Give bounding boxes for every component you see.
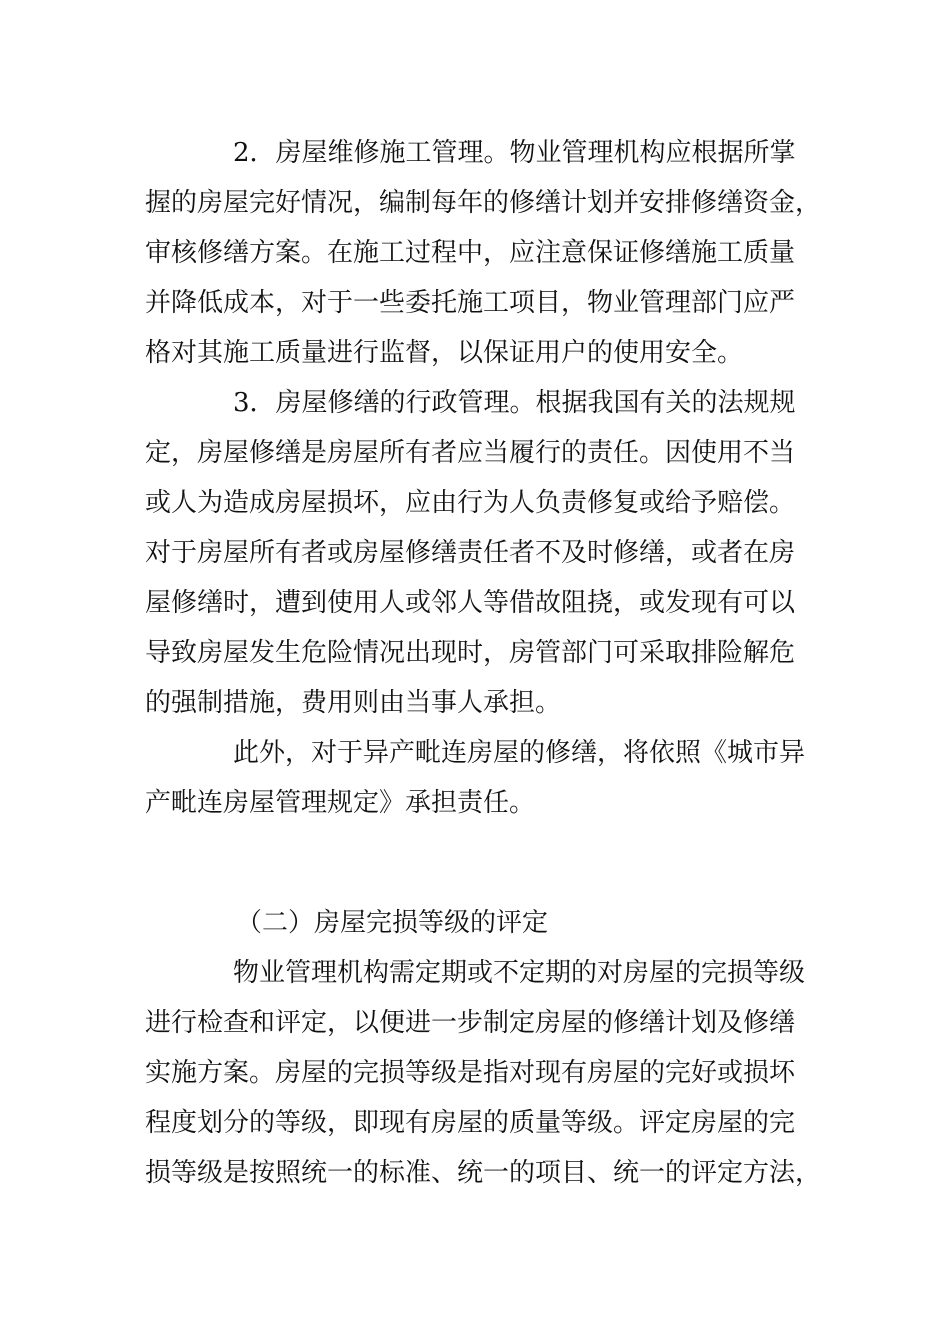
- paragraph-1-line-4: 并降低成本，对于一些委托施工项目，物业管理部门应严: [145, 288, 796, 318]
- paragraph-3-line-1: 此外，对于异产毗连房屋的修缮，将依照《城市异: [233, 738, 806, 768]
- section-paragraph-line-5: 损等级是按照统一的标准、统一的项目、统一的评定方法，: [145, 1158, 822, 1188]
- section-paragraph-line-1: 物业管理机构需定期或不定期的对房屋的完损等级: [233, 958, 806, 988]
- paragraph-1-line-5: 格对其施工质量进行监督，以保证用户的使用安全。: [145, 338, 744, 368]
- section-heading: （二）房屋完损等级的评定: [236, 908, 549, 938]
- paragraph-2-line-6: 导致房屋发生危险情况出现时，房管部门可采取排险解危: [145, 638, 796, 668]
- paragraph-1-line-3: 审核修缮方案。在施工过程中，应注意保证修缮施工质量: [145, 238, 796, 268]
- paragraph-1-line-2: 握的房屋完好情况，编制每年的修缮计划并安排修缮资金，: [145, 188, 822, 218]
- section-paragraph-line-3: 实施方案。房屋的完损等级是指对现有房屋的完好或损坏: [145, 1058, 796, 1088]
- section-paragraph-line-2: 进行检查和评定，以便进一步制定房屋的修缮计划及修缮: [145, 1008, 796, 1038]
- paragraph-2-line-3: 或人为造成房屋损坏，应由行为人负责修复或给予赔偿。: [145, 488, 796, 518]
- paragraph-2-line-2: 定，房屋修缮是房屋所有者应当履行的责任。因使用不当: [145, 438, 796, 468]
- paragraph-3-line-2: 产毗连房屋管理规定》承担责任。: [145, 788, 536, 818]
- paragraph-2-line-5: 屋修缮时，遭到使用人或邻人等借故阻挠，或发现有可以: [145, 588, 796, 618]
- paragraph-1-line-1: 2．房屋维修施工管理。物业管理机构应根据所掌: [233, 138, 796, 168]
- paragraph-2-line-4: 对于房屋所有者或房屋修缮责任者不及时修缮，或者在房: [145, 538, 796, 568]
- section-paragraph-line-4: 程度划分的等级，即现有房屋的质量等级。评定房屋的完: [145, 1108, 796, 1138]
- paragraph-2-line-1: 3．房屋修缮的行政管理。根据我国有关的法规规: [233, 388, 796, 418]
- paragraph-2-line-7: 的强制措施，费用则由当事人承担。: [145, 688, 562, 718]
